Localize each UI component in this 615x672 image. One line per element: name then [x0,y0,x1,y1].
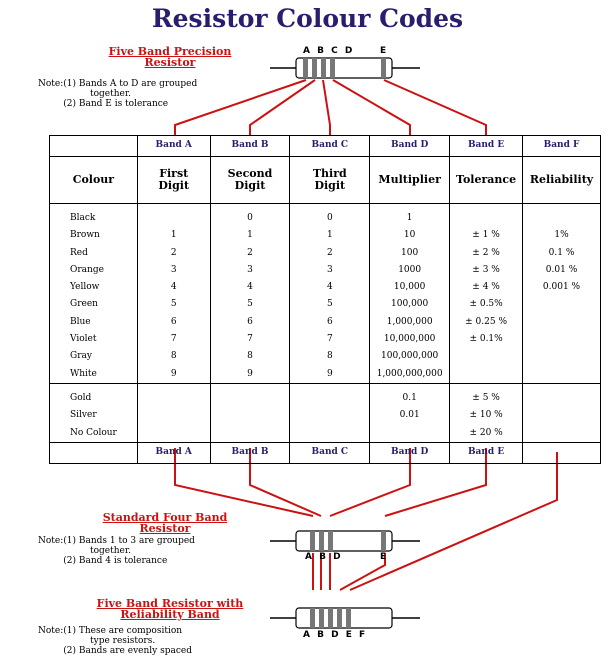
page-title: Resistor Colour Codes [151,4,464,33]
col-header: Third Digit [290,157,370,204]
colour-name: Orange [50,262,138,279]
table-cell: 1,000,000 [370,314,450,331]
table-cell: 5 [290,296,370,313]
table-row [50,245,601,262]
table-cell: 8 [290,348,370,365]
table-cell: ± 0.1% [450,331,523,348]
column-header-row [50,157,601,204]
table-cell: 5 [137,296,210,313]
table-cell: 1 [290,227,370,244]
table-cell: 2 [210,245,290,262]
table-cell: 0.1 % [523,245,601,262]
table-row [50,314,601,331]
band-footer: Band D [370,442,450,463]
table-cell [210,383,290,407]
col-header: First Digit [137,157,210,204]
table-cell: 5 [210,296,290,313]
table-cell [450,204,523,228]
table-cell: 6 [290,314,370,331]
table-cell [290,425,370,443]
table-cell: 1% [523,227,601,244]
band-header-empty [50,136,138,157]
table-cell: 0.001 % [523,279,601,296]
table-cell: 2 [290,245,370,262]
colour-rows [50,204,601,384]
colour-name: Gold [50,383,138,407]
col-header: Multiplier [370,157,450,204]
table-cell: 6 [137,314,210,331]
table-cell: 0.01 [370,407,450,424]
table-cell: 1 [137,227,210,244]
colour-name: No Colour [50,425,138,443]
table-cell: 8 [210,348,290,365]
table-cell: 9 [210,366,290,384]
table-cell: 10,000 [370,279,450,296]
colour-name: Brown [50,227,138,244]
table-cell: 2 [137,245,210,262]
band-footer: Band C [290,442,370,463]
table-cell: ± 3 % [450,262,523,279]
colour-name: Violet [50,331,138,348]
colour-name: Gray [50,348,138,365]
table-cell: 3 [290,262,370,279]
band-header: Band F [523,136,601,157]
band-header: Band A [137,136,210,157]
table-cell [523,425,601,443]
four-band-letter-e: E [380,552,389,562]
five-band-letter-e: E [380,46,389,56]
extra-colour-rows [50,383,601,442]
table-cell: 9 [137,366,210,384]
table-cell [370,425,450,443]
table-cell: 4 [210,279,290,296]
colour-code-table [49,135,601,464]
table-cell: 0.01 % [523,262,601,279]
table-cell: 1000 [370,262,450,279]
table-cell: 10 [370,227,450,244]
band-header: Band C [290,136,370,157]
table-cell [450,348,523,365]
band-footer [50,442,138,463]
table-cell: ± 5 % [450,383,523,407]
table-row [50,407,601,424]
five-band-letters: A B C D [303,46,355,56]
table-cell: ± 0.5% [450,296,523,313]
table-cell: 7 [210,331,290,348]
table-cell: 4 [137,279,210,296]
colour-name: Green [50,296,138,313]
table-cell: 9 [290,366,370,384]
table-cell: 7 [290,331,370,348]
table-cell: 10,000,000 [370,331,450,348]
table-cell: ± 2 % [450,245,523,262]
col-header: Colour [50,157,138,204]
reliability-resistor [270,608,420,628]
table-cell [523,314,601,331]
table-cell: 6 [210,314,290,331]
table-cell [450,366,523,384]
table-cell [210,425,290,443]
table-row [50,425,601,443]
table-row [50,366,601,384]
colour-name: Silver [50,407,138,424]
table-row [50,279,601,296]
table-cell [137,383,210,407]
table-cell: 100,000,000 [370,348,450,365]
four-band-notes: Note:(1) Bands 1 to 3 are grouped together. (2) Band 4 is tolerance [37,536,195,566]
colour-name: Yellow [50,279,138,296]
colour-name: Red [50,245,138,262]
table-cell [137,425,210,443]
table-cell: 4 [290,279,370,296]
col-header: Tolerance [450,157,523,204]
table-cell [290,407,370,424]
table-cell [523,204,601,228]
table-cell: 0.1 [370,383,450,407]
band-footer: Band B [210,442,290,463]
table-cell: 1 [210,227,290,244]
table-cell: 3 [210,262,290,279]
four-band-letters: A B D [305,552,343,562]
table-cell [523,348,601,365]
band-header: Band D [370,136,450,157]
table-cell: 0 [210,204,290,228]
band-footer: Band E [450,442,523,463]
col-header: Reliability [523,157,601,204]
table-row [50,296,601,313]
table-cell: 8 [137,348,210,365]
table-cell: 100,000 [370,296,450,313]
reliability-letters: A B D E F [303,630,368,640]
four-band-title: Standard Four Band Resistor [102,511,228,535]
table-cell [210,407,290,424]
table-cell [523,296,601,313]
colour-name: White [50,366,138,384]
table-cell: ± 20 % [450,425,523,443]
table-cell: 100 [370,245,450,262]
five-band-resistor [270,58,420,78]
table-cell [523,407,601,424]
table-cell [523,383,601,407]
table-cell: 3 [137,262,210,279]
four-band-resistor [270,531,420,551]
table-cell [137,407,210,424]
table-row [50,262,601,279]
table-cell [137,204,210,228]
five-band-title: Five Band Precision Resistor [108,45,232,69]
reliability-title: Five Band Resistor with Reliability Band [96,597,244,621]
reliability-notes: Note:(1) These are composition type resistors. (2) Bands are evenly spaced [37,626,192,656]
table-row [50,204,601,228]
table-cell: ± 1 % [450,227,523,244]
table-cell: ± 0.25 % [450,314,523,331]
table-cell: 1,000,000,000 [370,366,450,384]
band-footer-row [50,442,601,463]
colour-name: Black [50,204,138,228]
table-cell: ± 4 % [450,279,523,296]
table-cell: 1 [370,204,450,228]
table-cell: 7 [137,331,210,348]
table-cell [290,383,370,407]
table-cell [523,331,601,348]
col-header: Second Digit [210,157,290,204]
band-header-row [50,136,601,157]
table-row [50,331,601,348]
table-cell: ± 10 % [450,407,523,424]
colour-name: Blue [50,314,138,331]
table-cell: 0 [290,204,370,228]
band-header: Band B [210,136,290,157]
table-row [50,227,601,244]
band-footer [523,442,601,463]
table-cell [523,366,601,384]
table-row [50,383,601,407]
band-header: Band E [450,136,523,157]
five-band-notes: Note:(1) Bands A to D are grouped together. (2) Band E is tolerance [37,79,198,109]
table-row [50,348,601,365]
band-footer: Band A [137,442,210,463]
